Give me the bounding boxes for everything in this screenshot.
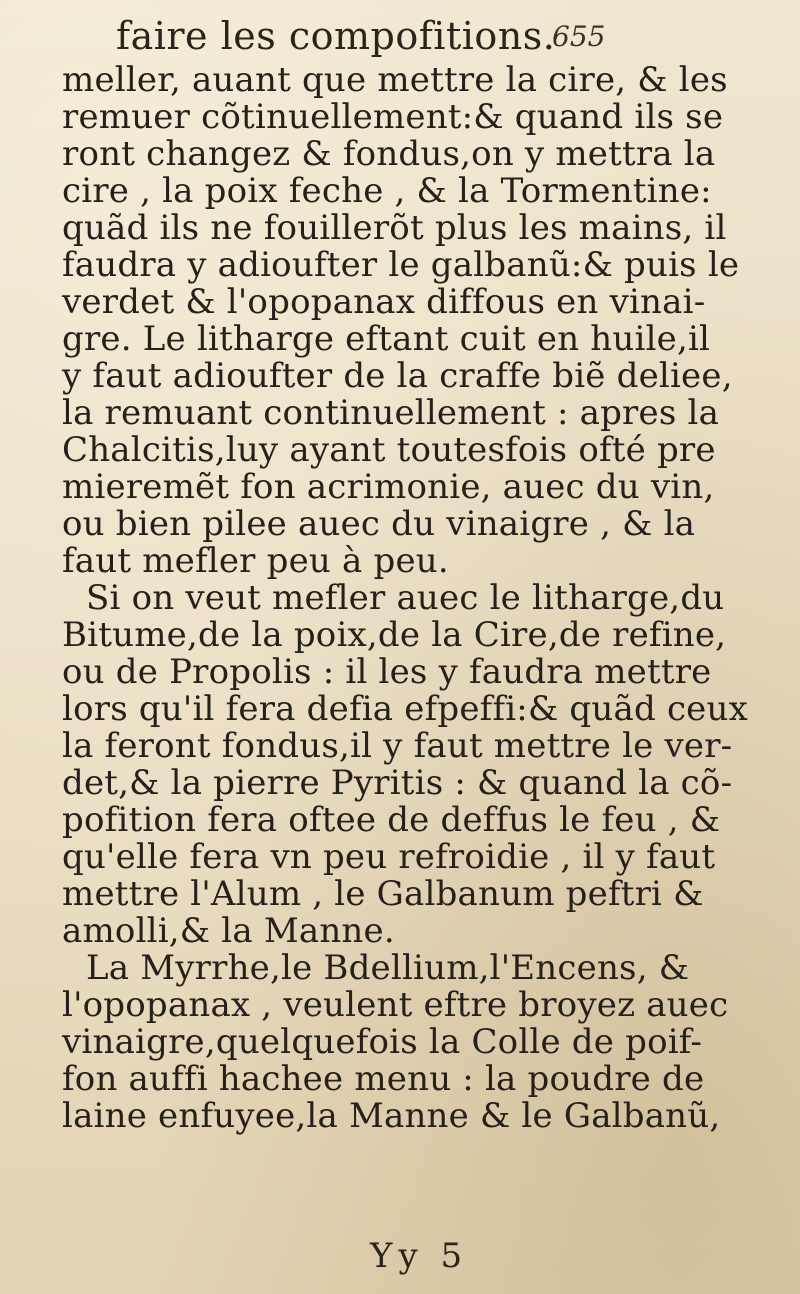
text-line: amolli,& la Manne. — [62, 911, 395, 951]
text-line: qu'elle fera vn peu refroidie , il y faut — [62, 837, 716, 877]
paragraph-start-line: Si on veut mefler auec le litharge,du — [86, 578, 725, 618]
text-line: la remuant continuellement : apres la — [62, 393, 720, 433]
text-line: faudra y adioufter le galbanũ:& puis le — [62, 245, 740, 285]
text-line: la feront fondus,il y faut mettre le ver- — [62, 726, 733, 766]
page-header — [116, 14, 676, 58]
text-line: l'opopanax , veulent eftre broyez auec — [62, 985, 729, 1025]
text-line: quãd ils ne fouillerõt plus les mains, il — [62, 208, 727, 248]
text-line: y faut adioufter de la craffe biẽ deliee, — [62, 356, 733, 396]
text-line: det,& la pierre Pyritis : & quand la cõ- — [62, 763, 733, 803]
text-line: vinaigre,quelquefois la Colle de poif- — [62, 1022, 703, 1062]
text-line: lors qu'il fera defia efpeffi:& quãd ceux — [62, 689, 748, 729]
text-line: meller, auant que mettre la cire, & les — [62, 60, 728, 100]
signature-mark: Yy 5 — [370, 1236, 469, 1276]
paragraph-start-line: La Myrrhe,le Bdellium,l'Encens, & — [86, 948, 690, 988]
text-line: pofition fera oftee de deffus le feu , & — [62, 800, 721, 840]
text-line: laine enfuyee,la Manne & le Galbanũ, — [62, 1096, 721, 1136]
text-line: ou bien pilee auec du vinaigre , & la — [62, 504, 696, 544]
text-line: remuer cõtinuellement:& quand ils se — [62, 97, 724, 137]
text-line: faut mefler peu à peu. — [62, 541, 449, 581]
text-line: gre. Le litharge eftant cuit en huile,il — [62, 319, 711, 359]
text-line: ront changez & fondus,on y mettra la — [62, 134, 716, 174]
running-head: faire les compofitions. — [116, 14, 556, 58]
text-line: cire , la poix feche , & la Tormentine: — [62, 171, 712, 211]
page-number: 655 — [552, 20, 606, 53]
text-line: mieremẽt fon acrimonie, auec du vin, — [62, 467, 715, 507]
text-line: Chalcitis,luy ayant toutesfois ofté pre — [62, 430, 716, 470]
text-line: verdet & l'opopanax diffous en vinai- — [62, 282, 706, 322]
text-line: fon auffi hachee menu : la poudre de — [62, 1059, 705, 1099]
text-line: mettre l'Alum , le Galbanum peftri & — [62, 874, 704, 914]
body-text — [62, 62, 752, 1135]
text-line: ou de Propolis : il les y faudra mettre — [62, 652, 712, 692]
text-line: Bitume,de la poix,de la Cire,de refine, — [62, 615, 727, 655]
